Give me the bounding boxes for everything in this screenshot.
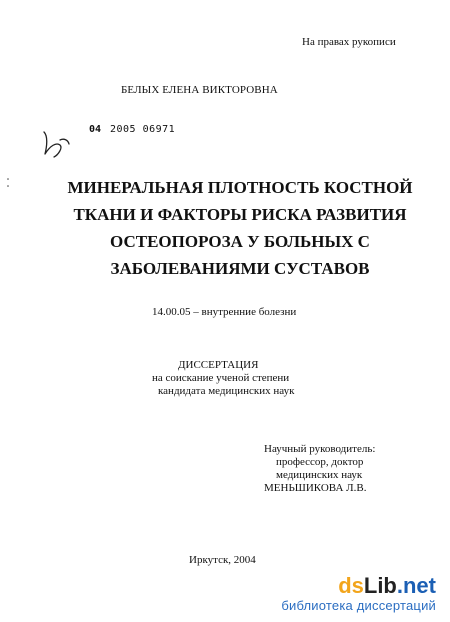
dissertation-heading: ДИССЕРТАЦИЯ bbox=[178, 359, 259, 371]
dissertation-title: МИНЕРАЛЬНАЯ ПЛОТНОСТЬ КОСТНОЙ ТКАНИ И ФАКТОРЫ РИСКА РАЗВИТИЯ ОСТЕОПОРОЗА У БОЛЬНЫХ С ЗАБОЛЕВАНИЯМИ СУСТАВОВ bbox=[67, 178, 413, 278]
specialty-code: 14.00.05 – внутренние болезни bbox=[152, 306, 297, 318]
watermark[interactable] bbox=[281, 575, 436, 613]
degree-field-line: кандидата медицинских наук bbox=[158, 385, 295, 397]
watermark-logo bbox=[281, 575, 436, 597]
watermark-subtitle: библиотека диссертаций bbox=[281, 598, 436, 613]
archive-stamp-prefix: 04 bbox=[89, 124, 102, 135]
supervisor-title: профессор, доктор bbox=[276, 456, 364, 468]
city-year: Иркутск, 2004 bbox=[189, 554, 256, 566]
supervisor-name: МЕНЬШИКОВА Л.В. bbox=[264, 482, 367, 494]
author-name: БЕЛЫХ ЕЛЕНА ВИКТОРОВНА bbox=[121, 84, 278, 96]
degree-line: на соискание ученой степени bbox=[152, 372, 290, 384]
supervisor-block bbox=[264, 443, 375, 495]
logo-part-net: .net bbox=[396, 573, 436, 598]
logo-part-lib: Lib bbox=[363, 573, 397, 598]
handwritten-mark-icon bbox=[38, 128, 72, 160]
supervisor-label: Научный руководитель: bbox=[264, 443, 376, 455]
rights-notice: На правах рукописи bbox=[302, 36, 396, 48]
archive-stamp-code: 2005 06971 bbox=[110, 124, 176, 135]
scan-artifact-icon bbox=[6, 177, 12, 193]
dissertation-type-block bbox=[140, 359, 294, 398]
supervisor-degree: медицинских наук bbox=[276, 469, 363, 481]
logo-part-ds: ds bbox=[338, 573, 364, 598]
